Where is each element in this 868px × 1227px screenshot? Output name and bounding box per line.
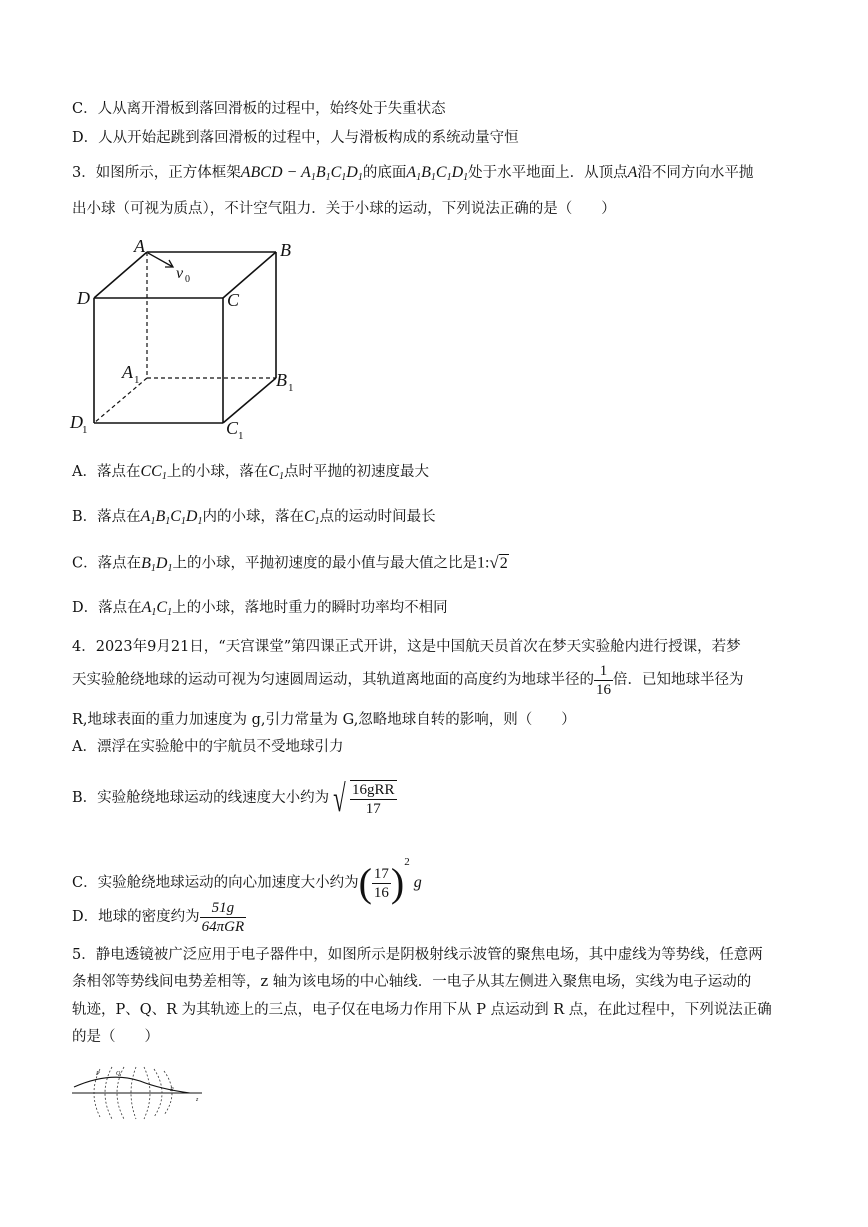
q4-option-d: D．地球的密度约为 $\frac{51g}{\text{64πGR}}$ [72, 899, 245, 935]
q3-text-b: 处于水平地面上．从顶点 [468, 165, 628, 181]
q5-stem-line3: 轨迹，P、Q、R 为其轨迹上的三点，电子仅在电场力作用下从 P 点运动到 R 点，在此过程中，下列说法正确 [72, 1002, 772, 1018]
q4-option-b: B．实验舱绕地球运动的线速度大小约为 √ $\frac{\text{16gRR}}{17}$ [72, 777, 395, 820]
q4-stem-line3: R,地球表面的重力加速度为 g,引力常量为 G,忽略地球自转的影响，则（ ） [72, 712, 576, 728]
lens-label-r: R [170, 1087, 174, 1093]
q2-option-d: D．人从开始起跳到落回滑板的过程中，人与滑板构成的系统动量守恒 [72, 130, 519, 146]
q3-text-a: 的底面 [362, 165, 407, 181]
cube-label-b1-sub: 1 [288, 382, 294, 394]
fraction-density: $\frac{51g}{\text{64πGR}}$ [201, 899, 245, 935]
q3-option-a: A．落点在$CC_1$上的小球，落在$C_1$点时平抛的初速度最大 [72, 463, 429, 482]
q2-option-c: C．人从离开滑板到落回滑板的过程中，始终处于失重状态 [72, 101, 446, 117]
cube-label-d: D [77, 288, 90, 308]
cube-label-a: A [134, 236, 145, 256]
lens-label-z: z [196, 1097, 199, 1103]
vertex-a: A [627, 164, 638, 181]
lens-label-q: Q [116, 1071, 121, 1077]
cube-label-b1: B [276, 370, 287, 390]
cube-label-c1: C [226, 418, 239, 438]
q4-option-c: C．实验舱绕地球运动的向心加速度大小约为( $\frac{17}{16}$ )$^2$g [72, 856, 422, 905]
q3-option-d: D．落点在$A_1C_1$上的小球，落地时重力的瞬时功率均不相同 [72, 599, 448, 618]
q3-option-b: B．落点在$A_1B_1C_1D_1$内的小球，落在$C_1$点的运动时间最长 [72, 508, 436, 527]
lens-label-p: P [96, 1071, 100, 1077]
sqrt-fraction: √ $\frac{\text{16gRR}}{17}$ [333, 777, 395, 820]
cube-label-v0: v [176, 265, 184, 282]
cube-label-a1-sub: 1 [134, 374, 140, 386]
fraction-17-16: $\frac{17}{16}$ [373, 865, 389, 901]
q4-stem-line2: 天实验舱绕地球的运动可视为匀速圆周运动，其轨道离地面的高度约为地球半径的 $\frac{1}{16}$ 倍．已知地球半径为 [72, 662, 744, 698]
cube-name: ABCD − $A_1B_1C_1D_1$ [240, 164, 363, 183]
q3-text-c: 沿不同方向水平抛 [637, 165, 754, 181]
q4-option-a: A．漂浮在实验舱中的宇航员不受地球引力 [72, 739, 344, 755]
lens-figure [70, 1063, 210, 1123]
cube-label-d1-sub: 1 [82, 424, 88, 436]
sqrt-two: √2 [489, 553, 508, 572]
q3-stem-line2: 出小球（可视为质点），不计空气阻力．关于小球的运动，下列说法正确的是（ ） [72, 201, 616, 217]
cube-label-b: B [280, 240, 291, 260]
cube-label-c1-sub: 1 [238, 430, 244, 442]
fraction-one-sixteenth: $\frac{1}{16}$ [596, 662, 611, 698]
q5-stem-line4: 的是（ ） [72, 1029, 159, 1045]
cube-label-v0-sub: 0 [185, 274, 190, 285]
q3-stem-line1 [72, 163, 753, 188]
q3-number: 3．如图所示，正方体框架 [72, 165, 241, 181]
q5-stem-line2: 条相邻等势线间电势差相等，z 轴为该电场的中心轴线．一电子从其左侧进入聚焦电场，实线为电子运动的 [72, 974, 752, 990]
cube-label-d1: D [70, 412, 83, 432]
q3-option-c: C．落点在$B_1D_1$上的小球，平抛初速度的最小值与最大值之比是1:√2 [72, 553, 508, 574]
q5-stem-line1: 5．静电透镜被广泛应用于电子器件中，如图所示是阴极射线示波管的聚焦电场，其中虚线为等势线，任意两 [72, 947, 763, 963]
cube-figure [66, 236, 306, 442]
cube-label-c: C [227, 290, 240, 310]
base-face: $A_1B_1C_1D_1$ [406, 164, 469, 183]
cube-label-a1: A [122, 362, 133, 382]
q4-stem-line1: 4．2023年9月21日，“天宫课堂”第四课正式开讲，这是中国航天员首次在梦天实验舱内进行授课，若梦 [72, 639, 741, 655]
